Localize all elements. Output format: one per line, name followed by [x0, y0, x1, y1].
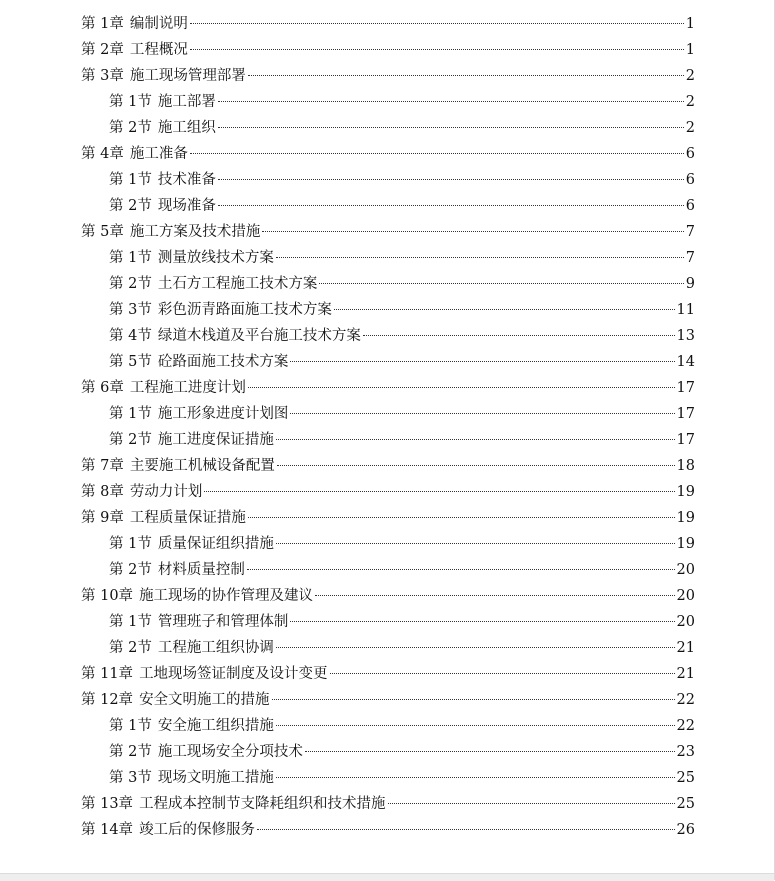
toc-dot-leader [305, 751, 675, 752]
toc-entry-section[interactable] [81, 193, 695, 219]
toc-dot-leader [204, 491, 674, 492]
toc-entry-title: 劳动力计划 [129, 484, 203, 500]
toc-dot-leader [247, 569, 675, 570]
toc-page-number: 23 [676, 744, 695, 760]
toc-page-number: 6 [685, 198, 695, 214]
toc-entry-title: 现场准备 [157, 198, 216, 214]
toc-dot-leader [218, 127, 684, 128]
toc-dot-leader [290, 361, 674, 362]
toc-dot-leader [276, 257, 684, 258]
toc-dot-leader [218, 179, 684, 180]
toc-dot-leader [190, 49, 684, 50]
toc-entry-section[interactable] [81, 115, 695, 141]
toc-entry-label [109, 297, 332, 323]
toc-entry-title: 管理班子和管理体制 [157, 614, 289, 630]
toc-entry-number: 第 1节 [109, 94, 152, 110]
toc-entry-label [81, 453, 275, 479]
toc-dot-leader [330, 673, 675, 674]
toc-entry-section[interactable] [81, 271, 695, 297]
toc-page-number: 6 [685, 172, 695, 188]
toc-entry-section[interactable] [81, 89, 695, 115]
toc-entry-label [109, 245, 274, 271]
toc-entry-number: 第 2节 [109, 120, 152, 136]
toc-entry-chapter[interactable] [81, 687, 695, 713]
toc-entry-section[interactable] [81, 401, 695, 427]
toc-entry-number: 第 9章 [81, 510, 124, 526]
toc-entry-chapter[interactable] [81, 375, 695, 401]
toc-page-number: 1 [685, 42, 695, 58]
toc-page-number: 2 [685, 94, 695, 110]
toc-page-number: 17 [676, 432, 695, 448]
toc-dot-leader [276, 777, 675, 778]
toc-dot-leader [276, 647, 675, 648]
toc-entry-title: 施工现场管理部署 [129, 68, 246, 84]
toc-entry-label [81, 687, 270, 713]
toc-entry-label [109, 635, 274, 661]
toc-entry-number: 第 4节 [109, 328, 152, 344]
toc-entry-label [109, 349, 288, 375]
toc-dot-leader [315, 595, 674, 596]
toc-entry-chapter[interactable] [81, 791, 695, 817]
toc-entry-label [81, 479, 202, 505]
toc-entry-title: 绿道木栈道及平台施工技术方案 [157, 328, 361, 344]
toc-entry-label [109, 713, 274, 739]
toc-entry-label [109, 531, 274, 557]
toc-dot-leader [363, 335, 675, 336]
toc-entry-label [109, 557, 245, 583]
toc-entry-number: 第 1节 [109, 172, 152, 188]
toc-page-number: 7 [685, 224, 695, 240]
toc-entry-label [109, 271, 317, 297]
toc-entry-title: 技术准备 [157, 172, 216, 188]
toc-entry-title: 竣工后的保修服务 [139, 822, 256, 838]
toc-entry-label [81, 817, 255, 843]
toc-entry-label [81, 661, 328, 687]
toc-entry-number: 第 6章 [81, 380, 124, 396]
toc-entry-number: 第 14章 [81, 822, 134, 838]
toc-entry-number: 第 2章 [81, 42, 124, 58]
toc-entry-section[interactable] [81, 427, 695, 453]
toc-page-number: 17 [676, 406, 695, 422]
toc-entry-number: 第 2节 [109, 640, 152, 656]
toc-entry-number: 第 3章 [81, 68, 124, 84]
toc-page-number: 20 [676, 562, 695, 578]
toc-entry-label [109, 89, 216, 115]
toc-entry-number: 第 7章 [81, 458, 124, 474]
toc-entry-label [109, 115, 216, 141]
toc-entry-title: 工程概况 [129, 42, 188, 58]
toc-entry-number: 第 4章 [81, 146, 124, 162]
toc-entry-title: 土石方工程施工技术方案 [157, 276, 318, 292]
toc-entry-section[interactable] [81, 557, 695, 583]
toc-entry-label [81, 141, 188, 167]
toc-entry-label [81, 219, 260, 245]
toc-page-number: 20 [676, 588, 695, 604]
toc-page-number: 18 [676, 458, 695, 474]
toc-entry-number: 第 3节 [109, 302, 152, 318]
toc-entry-section[interactable] [81, 739, 695, 765]
toc-entry-label [109, 739, 303, 765]
toc-entry-number: 第 1节 [109, 718, 152, 734]
toc-entry-title: 砼路面施工技术方案 [157, 354, 289, 370]
toc-page-number: 26 [676, 822, 695, 838]
toc-entry-number: 第 13章 [81, 796, 134, 812]
toc-entry-number: 第 1节 [109, 614, 152, 630]
toc-entry-number: 第 1节 [109, 536, 152, 552]
toc-dot-leader [190, 23, 684, 24]
toc-page-number: 13 [676, 328, 695, 344]
toc-entry-number: 第 2节 [109, 198, 152, 214]
toc-dot-leader [248, 387, 675, 388]
toc-entry-number: 第 2节 [109, 276, 152, 292]
toc-entry-number: 第 3节 [109, 770, 152, 786]
toc-entry-label [109, 401, 288, 427]
toc-entry-label [81, 791, 386, 817]
toc-page-number: 22 [676, 692, 695, 708]
toc-page-number: 20 [676, 614, 695, 630]
toc-entry-title: 安全施工组织措施 [157, 718, 274, 734]
toc-entry-label [81, 37, 188, 63]
toc-entry-number: 第 11章 [81, 666, 134, 682]
toc-entry-title: 施工准备 [129, 146, 188, 162]
toc-entry-section[interactable] [81, 765, 695, 791]
toc-entry-label [109, 167, 216, 193]
toc-entry-title: 施工方案及技术措施 [129, 224, 261, 240]
table-of-contents [81, 11, 695, 843]
toc-entry-chapter[interactable] [81, 817, 695, 843]
toc-page-number: 21 [676, 666, 695, 682]
toc-entry-label [109, 609, 288, 635]
toc-entry-title: 施工组织 [157, 120, 216, 136]
toc-entry-section[interactable] [81, 713, 695, 739]
toc-page-number: 6 [685, 146, 695, 162]
toc-dot-leader [388, 803, 675, 804]
toc-entry-chapter[interactable] [81, 11, 695, 37]
toc-entry-title: 施工进度保证措施 [157, 432, 274, 448]
toc-dot-leader [218, 101, 684, 102]
toc-page-number: 11 [676, 302, 695, 318]
toc-entry-title: 施工部署 [157, 94, 216, 110]
toc-page-number: 1 [685, 16, 695, 32]
toc-page-number: 22 [676, 718, 695, 734]
toc-page-number: 25 [676, 796, 695, 812]
toc-page-number: 25 [676, 770, 695, 786]
toc-entry-section[interactable] [81, 245, 695, 271]
toc-dot-leader [276, 725, 675, 726]
toc-page-number: 2 [685, 68, 695, 84]
toc-dot-leader [248, 75, 684, 76]
toc-dot-leader [276, 543, 675, 544]
toc-dot-leader [319, 283, 683, 284]
toc-page-number: 9 [685, 276, 695, 292]
toc-entry-chapter[interactable] [81, 63, 695, 89]
toc-dot-leader [290, 413, 674, 414]
toc-entry-section[interactable] [81, 167, 695, 193]
toc-dot-leader [272, 699, 675, 700]
toc-entry-number: 第 5章 [81, 224, 124, 240]
toc-entry-number: 第 12章 [81, 692, 134, 708]
toc-entry-section[interactable] [81, 609, 695, 635]
toc-entry-label [109, 765, 274, 791]
toc-page-number: 19 [676, 510, 695, 526]
toc-entry-chapter[interactable] [81, 453, 695, 479]
toc-dot-leader [334, 309, 675, 310]
toc-dot-leader [290, 621, 674, 622]
toc-entry-title: 编制说明 [129, 16, 188, 32]
toc-entry-title: 工地现场签证制度及设计变更 [139, 666, 328, 682]
toc-entry-title: 材料质量控制 [157, 562, 245, 578]
toc-entry-title: 质量保证组织措施 [157, 536, 274, 552]
toc-dot-leader [262, 231, 683, 232]
toc-page-number: 2 [685, 120, 695, 136]
toc-entry-section[interactable] [81, 531, 695, 557]
toc-page-number: 17 [676, 380, 695, 396]
toc-entry-label [109, 427, 274, 453]
toc-entry-number: 第 2节 [109, 744, 152, 760]
toc-entry-number: 第 1节 [109, 406, 152, 422]
toc-entry-title: 工程施工进度计划 [129, 380, 246, 396]
toc-entry-number: 第 5节 [109, 354, 152, 370]
toc-dot-leader [218, 205, 684, 206]
toc-dot-leader [257, 829, 674, 830]
toc-dot-leader [276, 439, 675, 440]
toc-entry-number: 第 1章 [81, 16, 124, 32]
toc-dot-leader [190, 153, 684, 154]
toc-entry-section[interactable] [81, 323, 695, 349]
toc-entry-chapter[interactable] [81, 583, 695, 609]
toc-entry-title: 工程施工组织协调 [157, 640, 274, 656]
toc-entry-chapter[interactable] [81, 505, 695, 531]
toc-entry-label [81, 63, 246, 89]
toc-entry-label [109, 323, 361, 349]
toc-page-number: 19 [676, 536, 695, 552]
toc-page-number: 19 [676, 484, 695, 500]
toc-entry-label [81, 583, 313, 609]
toc-entry-number: 第 1节 [109, 250, 152, 266]
toc-entry-title: 主要施工机械设备配置 [129, 458, 275, 474]
toc-dot-leader [248, 517, 675, 518]
toc-entry-label [81, 505, 246, 531]
toc-entry-title: 现场文明施工措施 [157, 770, 274, 786]
toc-entry-label [109, 193, 216, 219]
toc-entry-title: 安全文明施工的措施 [139, 692, 270, 708]
toc-page-number: 14 [676, 354, 695, 370]
toc-entry-title: 测量放线技术方案 [157, 250, 274, 266]
toc-entry-chapter[interactable] [81, 141, 695, 167]
toc-entry-section[interactable] [81, 297, 695, 323]
toc-entry-chapter[interactable] [81, 37, 695, 63]
toc-entry-label [81, 11, 188, 37]
toc-entry-title: 施工现场的协作管理及建议 [139, 588, 314, 604]
toc-entry-chapter[interactable] [81, 479, 695, 505]
toc-entry-number: 第 8章 [81, 484, 124, 500]
toc-page-number: 7 [685, 250, 695, 266]
toc-entry-number: 第 10章 [81, 588, 134, 604]
toc-entry-number: 第 2节 [109, 432, 152, 448]
toc-entry-title: 工程质量保证措施 [129, 510, 246, 526]
toc-entry-title: 彩色沥青路面施工技术方案 [157, 302, 332, 318]
toc-entry-section[interactable] [81, 349, 695, 375]
toc-entry-chapter[interactable] [81, 219, 695, 245]
toc-page-number: 21 [676, 640, 695, 656]
toc-entry-section[interactable] [81, 635, 695, 661]
toc-entry-title: 施工形象进度计划图 [157, 406, 289, 422]
toc-entry-chapter[interactable] [81, 661, 695, 687]
toc-dot-leader [277, 465, 675, 466]
toc-entry-title: 工程成本控制节支降耗组织和技术措施 [139, 796, 386, 812]
toc-entry-number: 第 2节 [109, 562, 152, 578]
toc-entry-title: 施工现场安全分项技术 [157, 744, 303, 760]
toc-entry-label [81, 375, 246, 401]
